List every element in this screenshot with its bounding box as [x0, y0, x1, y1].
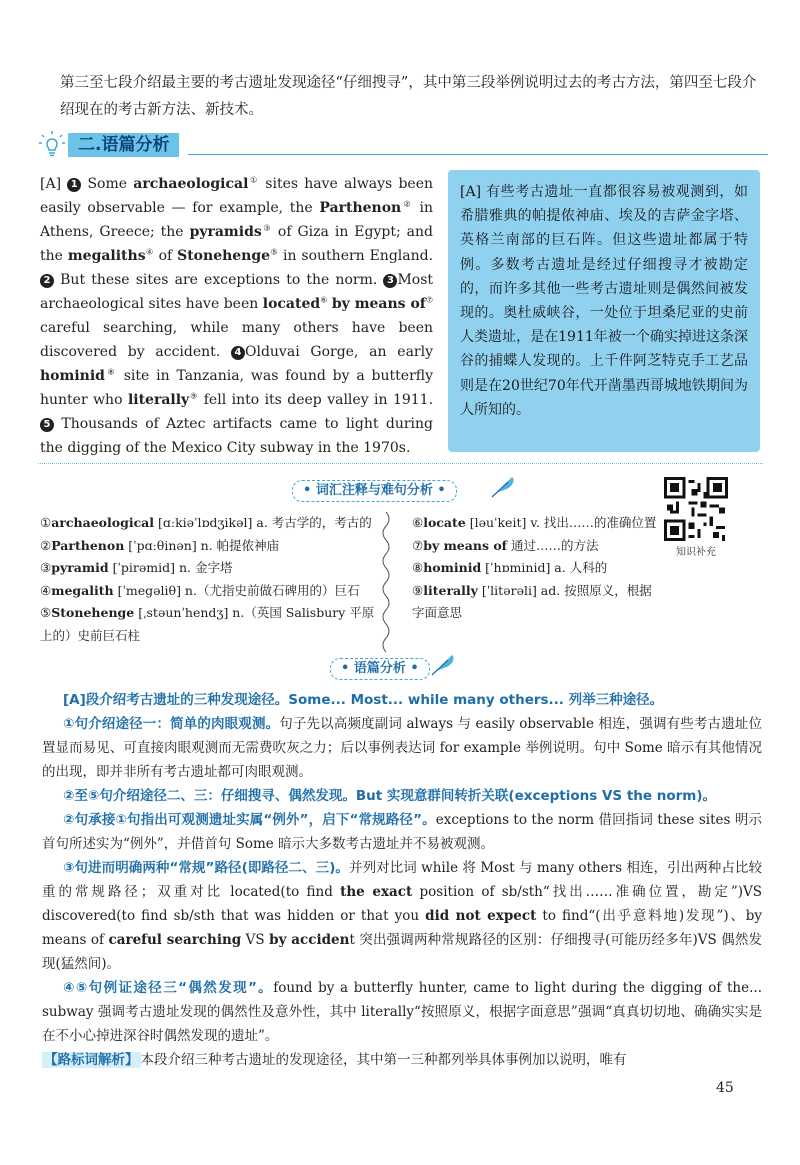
sentence-2-marker: 2	[40, 274, 54, 288]
point-body: VS	[241, 932, 270, 948]
vocab-term: Parthenon	[51, 537, 125, 553]
vocab-index: ②	[40, 537, 52, 553]
vocab-entry	[40, 512, 380, 535]
vocab-word: pyramids	[189, 224, 262, 240]
vocab-index: ⑦	[412, 537, 424, 553]
vocab-word: Parthenon	[319, 200, 402, 216]
vocab-definition: [ɑːkiəˈlɒdʒikəl] a. 考古学的，考古的	[154, 515, 372, 530]
vocab-entry	[40, 557, 380, 580]
sentence-3-marker: 3	[383, 274, 397, 288]
analysis-point-4	[42, 856, 762, 976]
vocab-entry	[40, 535, 380, 558]
vocab-word: located	[262, 296, 321, 312]
point-head: ②句承接①句指出可观测遗址实属“例外”，启下“常规路径”。	[63, 812, 436, 828]
signpost-tag: 【路标词解析】	[44, 1052, 139, 1068]
section-header	[38, 130, 768, 160]
vocab-entry	[412, 535, 657, 558]
vocab-index: ⑤	[40, 605, 52, 620]
point-body: to find“(出乎意料地)发现”)、by means of	[42, 908, 763, 948]
quill-icon	[490, 474, 518, 498]
footnote-marker: ⑦	[425, 295, 434, 305]
point-body: exceptions to the norm 借回指词 these sites 明示首句所述实为“例外”，并借首句 Some 暗示大多数考古遗址并不易被观测。	[42, 812, 762, 852]
vocab-definition: [ˈmegəliθ] n.（尤指史前做石碑用的）巨石	[113, 582, 360, 598]
text: Some	[87, 176, 128, 192]
emphasis: careful searching	[108, 932, 242, 948]
para-tag: [A]	[40, 176, 62, 192]
emphasis: by acciden	[269, 932, 350, 948]
analysis-body	[42, 688, 762, 1072]
vocab-definition: [ˈpirəmid] n. 金字塔	[108, 560, 233, 575]
vocab-index: ⑥	[412, 515, 424, 530]
text: fell into its deep valley in 1911.	[203, 392, 434, 408]
analysis-point-3	[42, 808, 762, 856]
vocab-definition: [ˈpɑːθinən] n. 帕提侬神庙	[124, 537, 280, 553]
chinese-translation-box: [A] 有些考古遗址一直都很容易被观测到，如希腊雅典的帕提侬神庙、埃及的吉萨金字塔、英格兰南部的巨石阵。但这些遗址都属于特例。多数考古遗址是经过仔细搜寻才被勘定的，而许多其他一些考古遗址则是偶然间被发现的。奥杜威峡谷，一处位于坦桑尼亚的史前人类遗址，是在1911年被一个确实掉进这条深谷的捕蝶人发现的。上千件阿芝特克手工艺品则是在20世纪70年代开凿墨西哥城地铁期间为人所知的。	[448, 170, 760, 452]
footnote-marker: ⑤	[270, 247, 279, 257]
page-number: 45	[716, 1080, 734, 1096]
analysis-summary: [A]段介绍考古遗址的三种发现途径。Some... Most... while many others... 列举三种途径。	[63, 692, 664, 708]
section-title: 二.语篇分析	[68, 133, 179, 157]
vocab-term: literally	[423, 582, 478, 598]
vocab-word: archaeological	[133, 176, 249, 192]
footnote-marker: ①	[248, 175, 260, 185]
vocab-word: literally	[127, 392, 190, 408]
analysis-point-2: ②至⑤句介绍途径二、三：仔细搜寻、偶然发现。But 实现意群间转折关联(exceptions VS the norm)。	[63, 788, 717, 804]
text: of Giza in Egypt; and the	[40, 224, 433, 264]
footnote-marker: ⑨	[189, 391, 199, 401]
text: site in Tanzania, was found by a butterfly hunter who	[40, 368, 434, 408]
vocab-index: ⑧	[412, 560, 424, 575]
text: of	[158, 248, 173, 264]
vocab-definition: [ləuˈkeit] v. 找出……的准确位置	[465, 515, 657, 530]
analysis-point-5	[42, 976, 762, 1048]
vocab-word: by means of	[331, 296, 426, 312]
vocab-entry	[412, 580, 657, 625]
vocab-definition: [ˌstəunˈhendʒ] n.（英国 Salisbury 平原上的）史前巨石柱	[40, 605, 375, 643]
wavy-divider	[380, 512, 392, 652]
dotted-divider	[38, 463, 763, 464]
analysis-point-1	[42, 712, 762, 784]
text: in Athens, Greece; the	[40, 200, 434, 240]
vocab-word: megaliths	[67, 248, 146, 264]
vocab-term: by means of	[423, 537, 508, 553]
sentence-5-marker: 5	[40, 418, 54, 432]
vocab-definition: [ˈlitərəli] ad. 按照原义，根据字面意思	[412, 582, 652, 620]
point-head: ①句介绍途径一：简单的肉眼观测。	[63, 716, 280, 732]
emphasis: the exact	[340, 884, 413, 900]
point-body: t 突出强调两种常规路径的区别：仔细搜寻(可能历经多年)VS 偶然发现(猛然间)。	[42, 932, 762, 972]
vocab-term: hominid	[423, 560, 482, 575]
vocab-term: Stonehenge	[51, 605, 135, 620]
vocab-entry	[40, 602, 380, 647]
intro-paragraph: 第三至七段介绍最主要的考古遗址发现途径“仔细搜寻”，其中第三段举例说明过去的考古方法，第四至七段介绍现在的考古新方法、新技术。	[60, 75, 757, 118]
text: Thousands of Aztec artifacts came to light during the digging of the Mexico City subway in the 1970s.	[40, 416, 433, 456]
point-body: position of sb/sth“找出……准确位置，勘定”)VS discovered(to find sb/sth that was hidden or that you	[42, 884, 763, 924]
quill-icon	[430, 652, 458, 676]
vocab-term: pyramid	[51, 560, 109, 575]
lightbulb-icon	[38, 130, 66, 158]
footnote-marker: ⑥	[320, 295, 328, 305]
footnote-marker: ③	[261, 223, 272, 233]
qr-code[interactable]	[664, 477, 728, 541]
point-body: 句子先以高频度副词 always 与 easily observable 相连，强调有些考古遗址位置显而易见、可直接肉眼观测而无需费吹灰之力；后以事例表达词 for example 举例说明。句中 Some 暗示有其他情况的出现，即并非所有考古遗址都可肉眼观测。	[42, 716, 762, 780]
vocab-section-title: • 词汇注释与难句分析 •	[292, 480, 457, 502]
point-head: ④⑤句例证途径三“偶然发现”。	[63, 980, 274, 996]
vocab-index: ③	[40, 560, 52, 575]
vocab-word: hominid	[40, 368, 105, 384]
point-body: 本段介绍三种考古遗址的发现途径，其中第一三种都列举具体事例加以说明，唯有	[140, 1052, 627, 1068]
vocab-term: archaeological	[51, 515, 155, 530]
vocab-index: ⑨	[412, 582, 424, 598]
footnote-marker: ⑧	[104, 367, 117, 377]
text: Olduvai Gorge, an early	[245, 344, 433, 360]
text: But these sites are exceptions to the norm.	[60, 272, 378, 288]
signpost-analysis	[42, 1048, 762, 1072]
point-body: found by a butterfly hunter, came to light during the digging of the... subway 强调考古遗址发现的偶然性及意外性，其中 literally“按照原义，根据字面意思”强调“真真切切地、确确实实是在不小心掉进深谷时偶然发现的遗址”。	[42, 980, 762, 1044]
vocab-word: Stonehenge	[177, 248, 271, 264]
point-body: 并列对比词 while 将 Most 与 many others 相连，引出两种占比较重的常规路径；双重对比 located(to find	[42, 860, 762, 900]
vocab-list-right	[412, 512, 657, 625]
sentence-1-marker: 1	[67, 178, 81, 192]
text: in southern England.	[283, 248, 434, 264]
sentence-4-marker: 4	[231, 346, 245, 360]
vocab-entry	[412, 557, 657, 580]
section-rule	[188, 154, 768, 155]
footnote-marker: ④	[145, 247, 154, 257]
text: sites have always been easily observable — for example, the	[40, 176, 433, 216]
analysis-section-title: • 语篇分析 •	[330, 658, 430, 680]
vocab-entry	[40, 580, 380, 603]
vocab-term: locate	[423, 515, 466, 530]
vocab-list-left	[40, 512, 380, 647]
emphasis: did not expect	[425, 908, 537, 924]
footnote-marker: ②	[401, 199, 413, 209]
vocab-index: ①	[40, 515, 52, 530]
vocab-index: ④	[40, 582, 52, 598]
text: careful searching, while many others have been discovered by accident.	[40, 320, 433, 360]
text: Most archaeological sites have been	[40, 272, 434, 312]
point-head: ③句进而明确两种“常规”路径(即路径二、三)。	[63, 860, 349, 876]
english-passage	[40, 172, 433, 460]
vocab-term: megalith	[51, 582, 114, 598]
vocab-entry	[412, 512, 657, 535]
vocab-definition: [ˈhɒminid] a. 人科的	[481, 560, 608, 575]
vocab-definition: 通过……的方法	[507, 537, 599, 553]
qr-label: 知识补充	[676, 547, 716, 558]
